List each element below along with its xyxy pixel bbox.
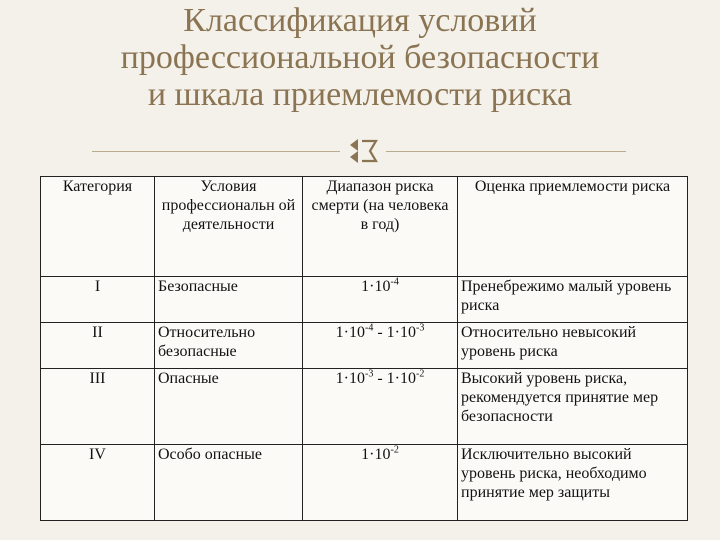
row-risk-range: $1\cdot 10^{-3} - 1\cdot 10^{-2}$: [303, 369, 458, 445]
header-assessment: Оценка приемлемости риска: [458, 177, 688, 277]
row-category: I: [41, 277, 155, 323]
row-assessment: Исключительно высокий уровень риска, необходимо принятие мер защиты: [458, 445, 688, 521]
row-assessment: Высокий уровень риска, рекомендуется принятие мер безопасности: [458, 369, 688, 445]
row-conditions: Опасные: [155, 369, 303, 445]
title-divider-right: [386, 151, 626, 152]
title-line-3: и шкала приемлемости риска: [147, 76, 573, 113]
row-category: II: [41, 323, 155, 369]
header-category: Категория: [41, 177, 155, 277]
table-row: [41, 369, 688, 445]
row-category: IV: [41, 445, 155, 521]
row-category: III: [41, 369, 155, 445]
title-line-1: Классификация условий: [183, 2, 537, 39]
table-header-row: [41, 177, 688, 277]
page-title: [0, 2, 720, 113]
title-divider-left: [92, 151, 340, 152]
row-conditions: Безопасные: [155, 277, 303, 323]
row-conditions: Особо опасные: [155, 445, 303, 521]
title-line-2: профессиональной безопасности: [120, 39, 600, 76]
row-risk-range: $1\cdot 10^{-4}$: [303, 277, 458, 323]
scroll-ornament-icon: [346, 137, 382, 165]
table-row: [41, 323, 688, 369]
row-risk-range: $1\cdot 10^{-2}$: [303, 445, 458, 521]
row-conditions: Относительно безопасные: [155, 323, 303, 369]
header-conditions: Условия профессиональн ой деятельности: [155, 177, 303, 277]
table-row: [41, 277, 688, 323]
row-risk-range: $1\cdot 10^{-4} - 1\cdot 10^{-3}$: [303, 323, 458, 369]
risk-classification-table: [40, 176, 688, 521]
row-assessment: Пренебрежимо малый уровень риска: [458, 277, 688, 323]
row-assessment: Относительно невысокий уровень риска: [458, 323, 688, 369]
header-risk-range: Диапазон риска смерти (на человека в год): [303, 177, 458, 277]
table-row: [41, 445, 688, 521]
